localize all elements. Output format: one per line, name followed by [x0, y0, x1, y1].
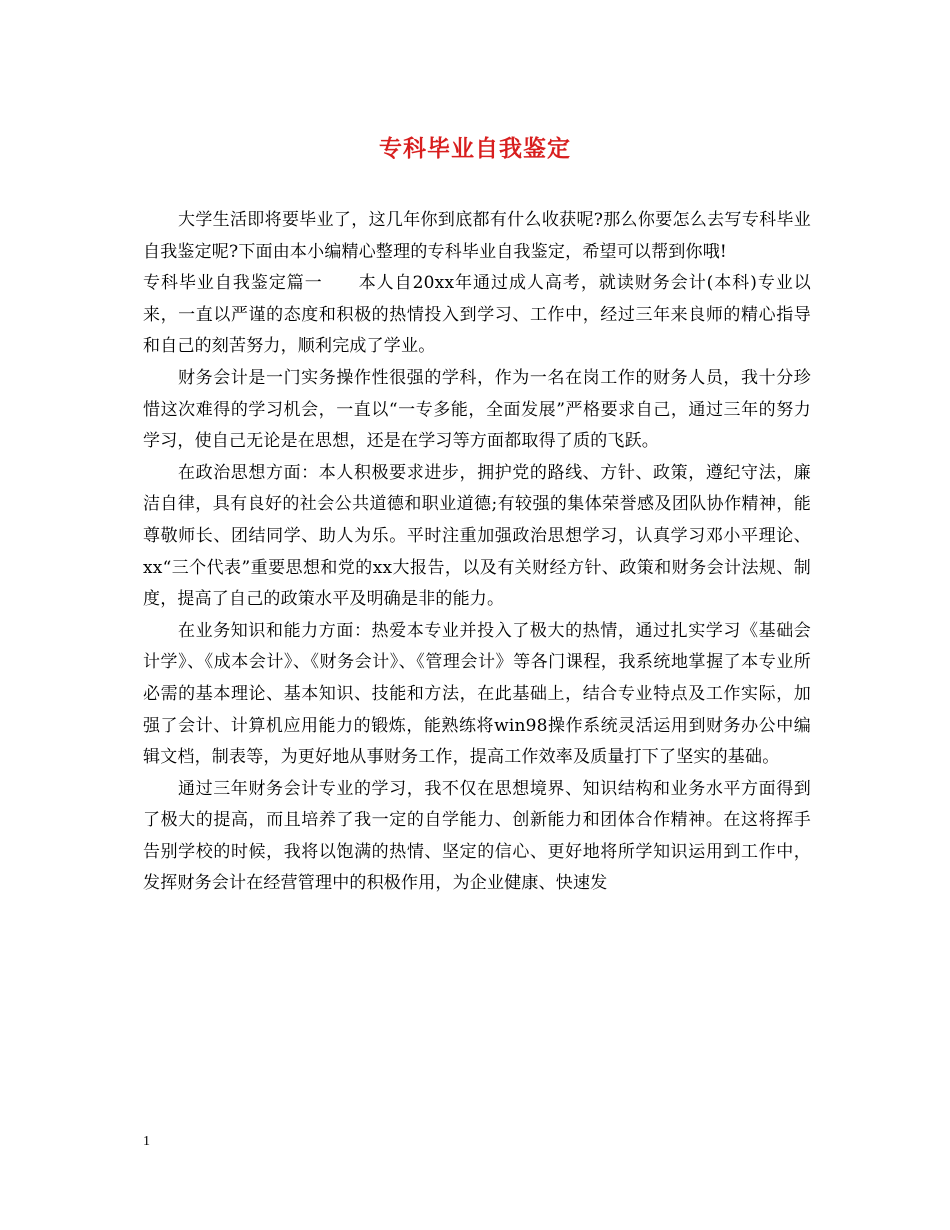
page-number: 1	[143, 1134, 150, 1149]
paragraph-political: 在政治思想方面：本人积极要求进步，拥护党的路线、方针、政策，遵纪守法，廉洁自律，具有良好的社会公共道德和职业道德;有较强的集体荣誉感及团队协作精神，能尊敬师长、团结同学、助人为乐。平时注重加强政治思想学习，认真学习邓小平理论、xx“三个代表”重要思想和党的xx大报告，以及有关财经方针、政策和财务会计法规、制度，提高了自己的政策水平及明确是非的能力。	[143, 462, 811, 610]
paragraph-accounting: 财务会计是一门实务操作性很强的学科，作为一名在岗工作的财务人员，我十分珍惜这次难得的学习机会，一直以“一专多能，全面发展”严格要求自己，通过三年的努力学习，使自己无论是在思想，还是在学习等方面都取得了质的飞跃。	[143, 367, 811, 452]
paragraph-section-one: 专科毕业自我鉴定篇一 本人自20xx年通过成人高考，就读财务会计(本科)专业以来，一直以严谨的态度和积极的热情投入到学习、工作中，经过三年来良师的精心指导和自己的刻苦努力，顺利完成了学业。	[143, 273, 811, 357]
document-title: 专科毕业自我鉴定	[379, 136, 571, 162]
paragraph-summary: 通过三年财务会计专业的学习，我不仅在思想境界、知识结构和业务水平方面得到了极大的提高，而且培养了我一定的自学能力、创新能力和团体合作精神。在这将挥手告别学校的时候，我将以饱满的热情、坚定的信心、更好地将所学知识运用到工作中，发挥财务会计在经营管理中的积极作用，为企业健康、快速发	[143, 778, 811, 894]
paragraph-intro: 大学生活即将要毕业了，这几年你到底都有什么收获呢?那么你要怎么去写专科毕业自我鉴定呢?下面由本小编精心整理的专科毕业自我鉴定，希望可以帮到你哦!	[143, 210, 811, 262]
paragraph-professional: 在业务知识和能力方面：热爱本专业并投入了极大的热情，通过扎实学习《基础会计学》、《成本会计》、《财务会计》、《管理会计》等各门课程，我系统地掌握了本专业所必需的基本理论、基本知识、技能和方法，在此基础上，结合专业特点及工作实际，加强了会计、计算机应用能力的锻炼，能熟练将win98操作系统灵活运用到财务办公中编辑文档，制表等，为更好地从事财务工作，提高工作效率及质量打下了坚实的基础。	[143, 620, 811, 768]
document-body	[143, 205, 811, 900]
